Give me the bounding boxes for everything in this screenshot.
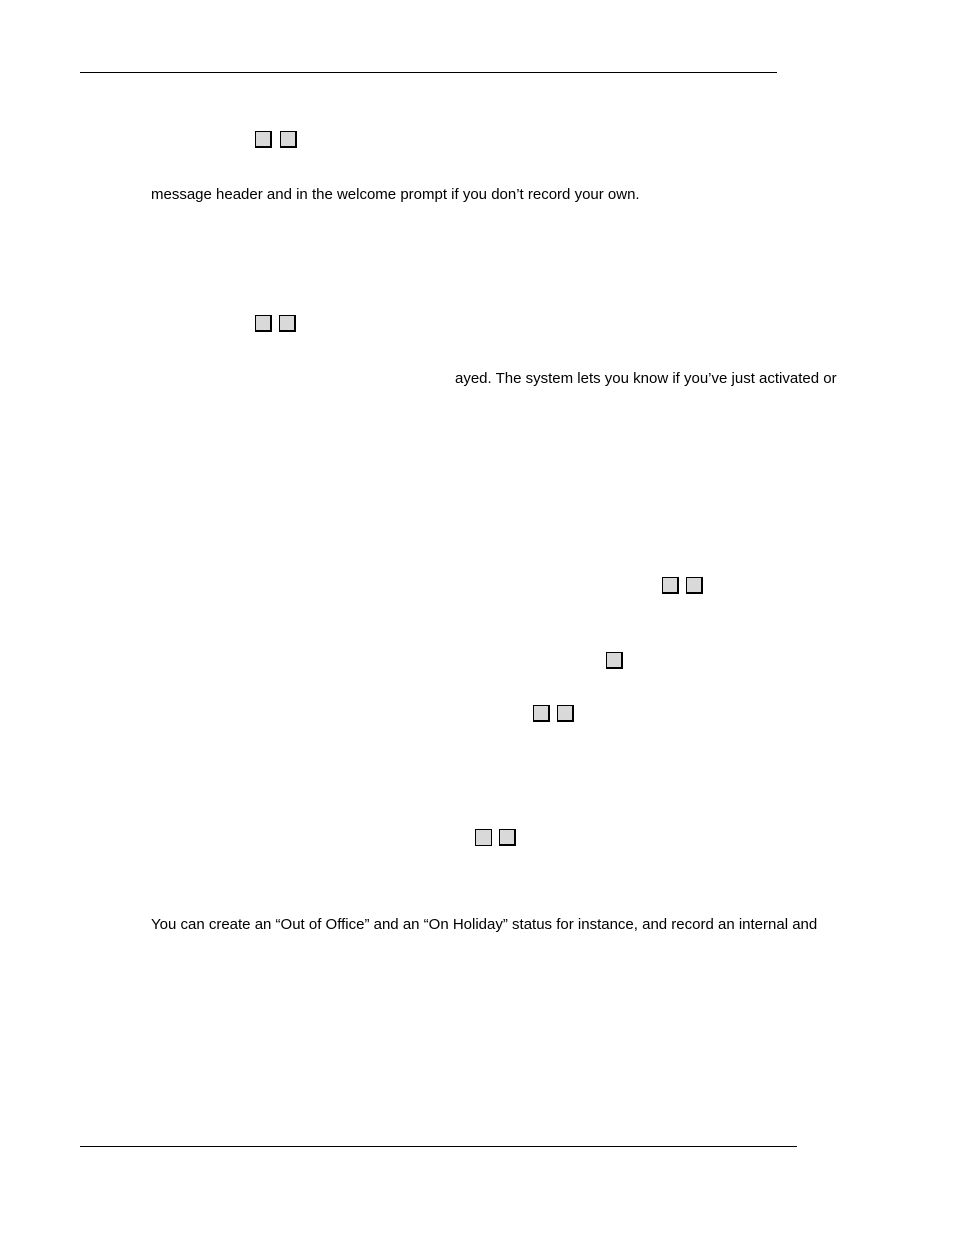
phone-key-icon — [686, 577, 703, 594]
phone-key-icon — [279, 315, 296, 332]
phone-key-icon — [475, 829, 492, 846]
footer-rule — [80, 1146, 797, 1147]
phone-key-icon — [255, 315, 272, 332]
body-text-line: ayed. The system lets you know if you’ve just activated or — [455, 370, 837, 387]
phone-key-icon — [557, 705, 574, 722]
phone-key-icon — [662, 577, 679, 594]
phone-key-icon — [606, 652, 623, 669]
phone-key-icon — [533, 705, 550, 722]
body-text-line: message header and in the welcome prompt if you don’t record your own. — [151, 186, 640, 203]
phone-key-icon — [255, 131, 272, 148]
phone-key-icon — [499, 829, 516, 846]
header-rule — [80, 72, 777, 73]
phone-key-icon — [280, 131, 297, 148]
body-text-line: You can create an “Out of Office” and an “On Holiday” status for instance, and record an internal and — [151, 916, 818, 933]
